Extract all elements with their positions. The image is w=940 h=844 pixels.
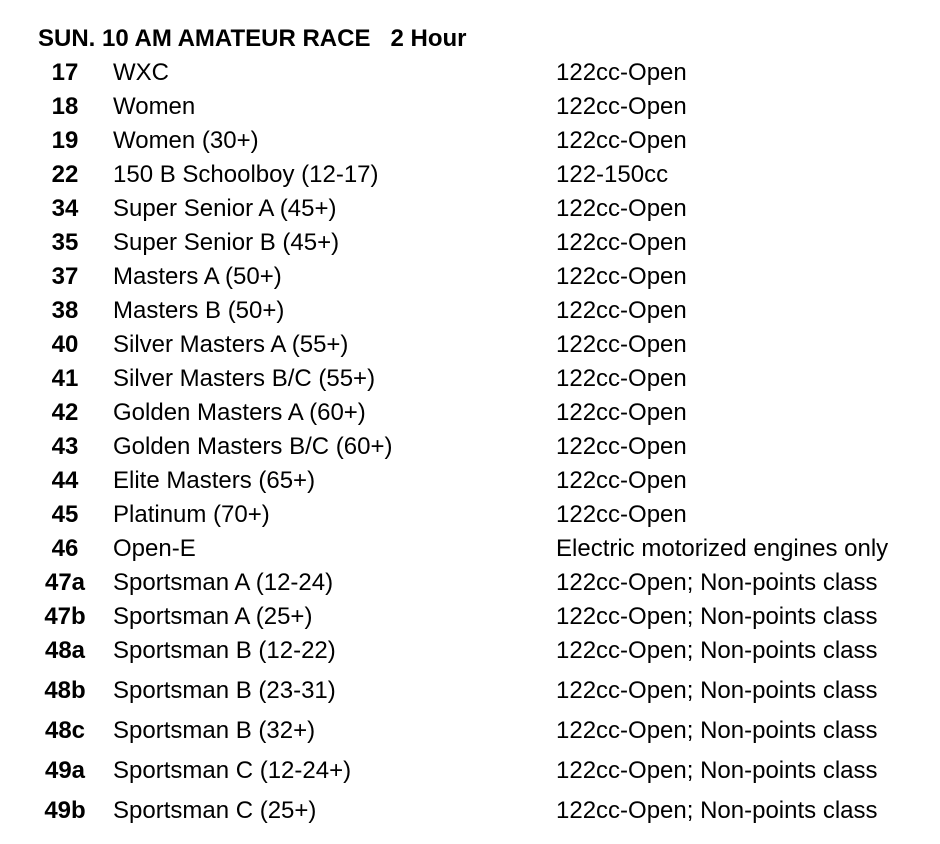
engine-displacement: 122cc-Open <box>556 93 687 120</box>
table-row <box>0 634 940 668</box>
engine-displacement: 122cc-Open <box>556 229 687 256</box>
class-number: 48a <box>44 637 86 664</box>
class-name: Silver Masters A (55+) <box>113 331 349 358</box>
table-row <box>0 124 940 158</box>
engine-displacement: 122-150cc <box>556 161 669 188</box>
table-row <box>0 362 940 396</box>
table-row <box>0 328 940 362</box>
page-title: SUN. 10 AM AMATEUR RACE 2 Hour <box>38 25 467 52</box>
class-name: Golden Masters B/C (60+) <box>113 433 393 460</box>
table-row <box>0 192 940 226</box>
table-row <box>0 90 940 124</box>
class-name: Women (30+) <box>113 127 259 154</box>
class-number: 47a <box>44 569 86 596</box>
table-row <box>0 532 940 566</box>
class-name: Elite Masters (65+) <box>113 467 316 494</box>
class-number: 42 <box>51 399 79 426</box>
class-name: Sportsman A (25+) <box>113 603 313 630</box>
class-name: Sportsman B (32+) <box>113 717 316 744</box>
engine-displacement: 122cc-Open <box>556 127 687 154</box>
table-row <box>0 754 940 788</box>
table-row <box>0 396 940 430</box>
engine-displacement: 122cc-Open <box>556 195 687 222</box>
engine-displacement: 122cc-Open; Non-points class <box>556 603 878 630</box>
class-name: Sportsman B (12-22) <box>113 637 336 664</box>
table-row <box>0 226 940 260</box>
class-number: 45 <box>51 501 79 528</box>
class-name: Sportsman A (12-24) <box>113 569 334 596</box>
table-row <box>0 498 940 532</box>
class-number: 22 <box>51 161 79 188</box>
engine-displacement: 122cc-Open <box>556 365 687 392</box>
engine-displacement: 122cc-Open; Non-points class <box>556 757 878 784</box>
table-row <box>0 600 940 634</box>
engine-displacement: 122cc-Open; Non-points class <box>556 677 878 704</box>
class-number: 17 <box>51 59 79 86</box>
engine-displacement: 122cc-Open; Non-points class <box>556 717 878 744</box>
table-row <box>0 794 940 828</box>
table-row <box>0 158 940 192</box>
class-number: 43 <box>51 433 79 460</box>
class-name: Sportsman C (12-24+) <box>113 757 352 784</box>
class-number: 48b <box>44 677 86 704</box>
engine-displacement: 122cc-Open <box>556 399 687 426</box>
class-name: Silver Masters B/C (55+) <box>113 365 376 392</box>
class-name: Sportsman B (23-31) <box>113 677 336 704</box>
class-number: 34 <box>51 195 79 222</box>
class-number: 18 <box>51 93 79 120</box>
class-name: Sportsman C (25+) <box>113 797 317 824</box>
engine-displacement: 122cc-Open <box>556 297 687 324</box>
class-name: Super Senior A (45+) <box>113 195 337 222</box>
engine-displacement: 122cc-Open; Non-points class <box>556 637 878 664</box>
class-name: Open-E <box>113 535 196 562</box>
engine-displacement: 122cc-Open <box>556 263 687 290</box>
engine-displacement: 122cc-Open <box>556 433 687 460</box>
engine-displacement: Electric motorized engines only <box>556 535 889 562</box>
class-number: 46 <box>51 535 79 562</box>
class-name: 150 B Schoolboy (12-17) <box>113 161 379 188</box>
table-row <box>0 294 940 328</box>
class-name: Super Senior B (45+) <box>113 229 340 256</box>
engine-displacement: 122cc-Open <box>556 331 687 358</box>
class-name: Masters A (50+) <box>113 263 282 290</box>
class-number: 47b <box>44 603 86 630</box>
table-row <box>0 430 940 464</box>
class-name: Women <box>113 93 196 120</box>
class-name: WXC <box>113 59 169 86</box>
table-row <box>0 674 940 708</box>
engine-displacement: 122cc-Open <box>556 59 687 86</box>
engine-displacement: 122cc-Open; Non-points class <box>556 797 878 824</box>
class-number: 38 <box>51 297 79 324</box>
table-row <box>0 56 940 90</box>
class-name: Platinum (70+) <box>113 501 270 528</box>
class-number: 44 <box>51 467 79 494</box>
class-name: Golden Masters A (60+) <box>113 399 366 426</box>
table-row <box>0 464 940 498</box>
class-number: 49a <box>44 757 86 784</box>
class-number: 41 <box>51 365 79 392</box>
class-number: 48c <box>44 717 86 744</box>
engine-displacement: 122cc-Open <box>556 501 687 528</box>
engine-displacement: 122cc-Open <box>556 467 687 494</box>
class-number: 37 <box>51 263 79 290</box>
table-row <box>0 260 940 294</box>
class-number: 49b <box>44 797 86 824</box>
class-number: 19 <box>51 127 79 154</box>
table-row <box>0 714 940 748</box>
engine-displacement: 122cc-Open; Non-points class <box>556 569 878 596</box>
class-name: Masters B (50+) <box>113 297 285 324</box>
table-row <box>0 566 940 600</box>
class-number: 35 <box>51 229 79 256</box>
class-number: 40 <box>51 331 79 358</box>
